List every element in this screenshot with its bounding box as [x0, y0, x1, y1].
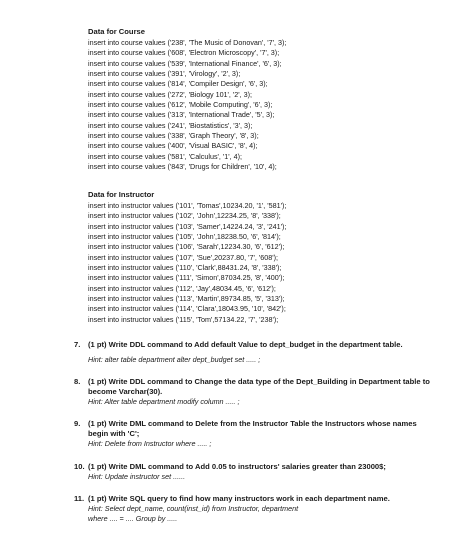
instructor-insert-line: insert into instructor values ('111', 'Simon',87034.25, '8', '400');: [88, 273, 285, 283]
question-11: [74, 494, 434, 524]
course-insert-line: insert into course values ('843', 'Drugs for Children', '10', 4);: [88, 161, 277, 171]
question-10: [74, 462, 434, 482]
instructor-insert-line: insert into instructor values ('107', 'Sue',20237.80, '7', '608');: [88, 252, 278, 262]
instructor-insert-line: insert into instructor values ('101', 'Tomas',10234.20, '1', '581');: [88, 201, 287, 210]
question-text: (1 pt) Write DDL command to Change the data type of the Dept_Building in Department table to become Varchar(30).: [88, 377, 430, 396]
question-hint-continued: where .... = .... Group by .....: [88, 514, 178, 523]
instructor-insert-line: insert into instructor values ('102', 'John',12234.25, '8', '338');: [88, 211, 281, 221]
question-number: 8.: [74, 377, 81, 386]
course-insert-line: insert into course values ('608', 'Electron Microscopy', '7', 3);: [88, 48, 280, 58]
question-hint: Hint: Select dept_name, count(inst_id) from Instructor, department: [88, 504, 299, 513]
question-hint: Hint: Update instructor set ......: [88, 472, 186, 481]
course-insert-line: insert into course values ('539', 'International Finance', '6', 3);: [88, 58, 282, 68]
question-number: 9.: [74, 419, 81, 428]
instructor-insert-line: insert into instructor values ('105', 'John',18238.50, '6', '814');: [88, 231, 281, 241]
instructor-insert-line: insert into instructor values ('113', 'Martin',89734.85, '5', '313');: [88, 293, 285, 303]
question-8: [74, 377, 434, 407]
instructor-insert-list: [88, 201, 286, 325]
course-insert-line: insert into course values ('612', 'Mobile Computing', '6', 3);: [88, 99, 273, 109]
instructor-insert-line: insert into instructor values ('106', 'Sarah',12234.30, '6', '612');: [88, 242, 285, 252]
course-insert-line: insert into course values ('338', 'Graph Theory', '8', 3);: [88, 130, 259, 140]
course-insert-list: [88, 38, 286, 172]
course-insert-line: insert into course values ('400', 'Visual BASIC', '8', 4);: [88, 141, 258, 151]
question-number: 10.: [74, 462, 85, 471]
question-7: [74, 340, 434, 365]
question-9: [74, 419, 434, 449]
course-insert-line: insert into course values ('241', 'Biostatistics', '3', 3);: [88, 120, 253, 130]
instructor-insert-line: insert into instructor values ('115', 'Tom',57134.22, '7', '238');: [88, 314, 279, 324]
course-insert-line: insert into course values ('391', 'Virology', '2', 3);: [88, 68, 241, 78]
question-text: (1 pt) Write SQL query to find how many instructors work in each department name.: [88, 494, 390, 503]
question-text: (1 pt) Write DML command to Add 0.05 to instructors' salaries greater than 23000$;: [88, 462, 386, 471]
instructor-insert-line: insert into instructor values ('114', 'Clara',18043.95, '10', '842');: [88, 304, 286, 314]
question-hint: Hint: Delete from Instructor where ..... ;: [88, 439, 212, 448]
course-insert-line: insert into course values ('313', 'International Trade', '5', 3);: [88, 110, 275, 120]
instructor-insert-line: insert into instructor values ('103', 'Samer',14224.24, '3', '241');: [88, 221, 287, 231]
course-insert-line: insert into course values ('814', 'Compiler Design', '6', 3);: [88, 79, 268, 89]
course-insert-line: insert into course values ('581', 'Calculus', '1', 4);: [88, 151, 243, 161]
question-text: (1 pt) Write DML command to Delete from the Instructor Table the Instructors whose names begin with 'C';: [88, 419, 417, 438]
instructor-insert-line: insert into instructor values ('112', 'Jay',48034.45, '6', '612');: [88, 283, 276, 293]
course-data-title: Data for Course: [88, 27, 145, 36]
question-number: 11.: [74, 494, 85, 503]
question-hint: Hint: alter table department alter dept_budget set ..... ;: [88, 355, 261, 364]
instructor-insert-line: insert into instructor values ('110', 'Clark',88431.24, '8', '338');: [88, 262, 282, 272]
instructor-data-title: Data for Instructor: [88, 190, 155, 199]
question-text: (1 pt) Write DDL command to Add default Value to dept_budget in the department table.: [88, 340, 403, 349]
question-hint: Hint: Alter table department modify column ..... ;: [88, 397, 240, 406]
course-insert-line: insert into course values ('272', 'Biology 101', '2', 3);: [88, 89, 253, 99]
course-insert-line: insert into course values ('238', 'The Music of Donovan', '7', 3);: [88, 38, 287, 47]
question-number: 7.: [74, 340, 81, 349]
